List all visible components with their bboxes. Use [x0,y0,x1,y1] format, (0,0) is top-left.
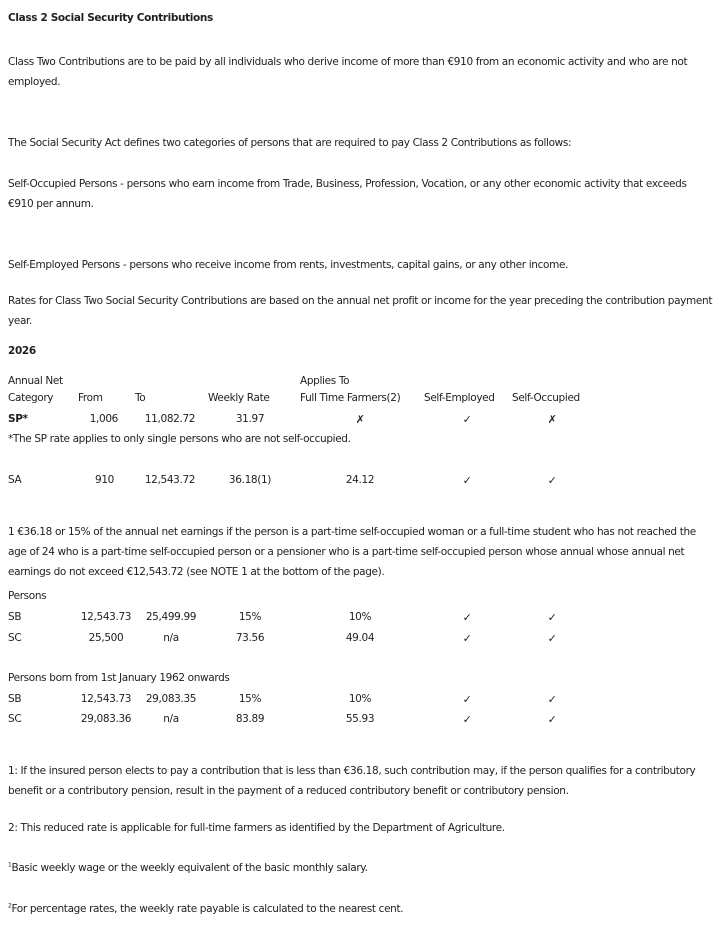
footnote-1-mark: 1 [8,861,12,869]
row-self-occupied-cross-icon: ✗ [547,413,557,426]
header-applies-to: Applies To [300,375,350,387]
header-weekly-rate: Weekly Rate [208,392,270,404]
sa-note: 1 €36.18 or 15% of the annual net earnings if the person is a part-time self-occupied woman or a full-time student who has not reached the age of 24 who is a part-time self-occupied person or a pensioner who is a part-time self-occupied person whose annual whose annual net earnings do not exceed €12,543.72 (see NOTE 1 at the bottom of the page). [8,526,696,578]
row-from: 910 [95,474,114,486]
row-category: SC [8,713,22,725]
categories-paragraph: The Social Security Act defines two categories of persons that are required to pay Class 2 Contributions as follows: [8,137,572,149]
row-farmers: 24.12 [345,474,375,486]
row-from: 12,543.73 [80,611,132,623]
row-to: 29,083.35 [145,693,197,705]
row-self-occupied-check-icon: ✓ [547,693,557,706]
row-weekly-rate: 83.89 [235,713,265,725]
header-from: From [78,392,103,404]
row-category: SB [8,611,22,623]
row-farmers: 10% [348,693,372,705]
row-category: SB [8,693,22,705]
year-heading: 2026 [8,345,36,357]
row-self-occupied-check-icon: ✓ [547,713,557,726]
row-farmers: 10% [348,611,372,623]
page-title: Class 2 Social Security Contributions [8,12,213,24]
header-self-employed: Self-Employed [424,392,495,404]
row-category: SA [8,474,22,486]
row-farmers: 55.93 [345,713,375,725]
row-weekly-rate: 15% [238,611,262,623]
row-self-employed-check-icon: ✓ [462,413,472,426]
header-to: To [135,392,146,404]
note-1: 1: If the insured person elects to pay a contribution that is less than €36.18, such contribution may, if the person qualifies for a contributory benefit or a contributory pension, result in the payment of a reduced contributory benefit or contributory pension. [8,765,696,797]
row-to: n/a [163,713,179,725]
row-self-employed-check-icon: ✓ [462,474,472,487]
intro-paragraph: Class Two Contributions are to be paid by all individuals who derive income of more than €910 from an economic activity and who are not employed. [8,56,688,88]
row-farmers: 49.04 [345,632,375,644]
header-self-occupied: Self-Occupied [512,392,580,404]
rates-basis-paragraph: Rates for Class Two Social Security Contributions are based on the annual net profit or income for the year preceding the contribution payment year. [8,295,713,327]
row-self-occupied-check-icon: ✓ [547,611,557,624]
row-self-employed-check-icon: ✓ [462,693,472,706]
row-self-occupied-check-icon: ✓ [547,474,557,487]
row-category: SP* [8,413,28,425]
footnote-1 [8,862,368,874]
header-annual-net: Annual Net [8,375,63,387]
row-to: 12,543.72 [144,474,196,486]
group1-label: Persons [8,590,47,602]
row-category: SC [8,632,22,644]
row-self-employed-check-icon: ✓ [462,611,472,624]
row-from: 12,543.73 [80,693,132,705]
row-self-occupied-check-icon: ✓ [547,632,557,645]
footnote-2-text: For percentage rates, the weekly rate payable is calculated to the nearest cent. [11,903,404,915]
footnote-2 [8,903,403,915]
row-weekly-rate: 36.18(1) [228,474,272,486]
header-full-time-farmers: Full Time Farmers(2) [300,392,401,404]
row-weekly-rate: 15% [238,693,262,705]
row-from: 1,006 [89,413,118,425]
row-weekly-rate: 31.97 [235,413,265,425]
self-employed-paragraph: Self-Employed Persons - persons who receive income from rents, investments, capital gains, or any other income. [8,259,569,271]
note-2: 2: This reduced rate is applicable for full-time farmers as identified by the Department of Agriculture. [8,822,505,834]
row-to: 11,082.72 [144,413,196,425]
row-from: 29,083.36 [80,713,132,725]
row-self-employed-check-icon: ✓ [462,632,472,645]
row-to: 25,499.99 [145,611,197,623]
header-category: Category [8,392,54,404]
group2-label: Persons born from 1st January 1962 onwards [8,672,230,684]
self-occupied-paragraph: Self-Occupied Persons - persons who earn income from Trade, Business, Profession, Vocation, or any other economic activity that exceeds €910 per annum. [8,178,687,210]
row-weekly-rate: 73.56 [235,632,265,644]
row-self-employed-check-icon: ✓ [462,713,472,726]
row-to: n/a [163,632,179,644]
footnote-1-text: Basic weekly wage or the weekly equivalent of the basic monthly salary. [11,862,368,874]
row-farmers-cross-icon: ✗ [355,413,365,426]
footnote-2-mark: 2 [8,902,12,910]
sp-note: *The SP rate applies to only single persons who are not self-occupied. [8,433,351,445]
row-from: 25,500 [88,632,124,644]
